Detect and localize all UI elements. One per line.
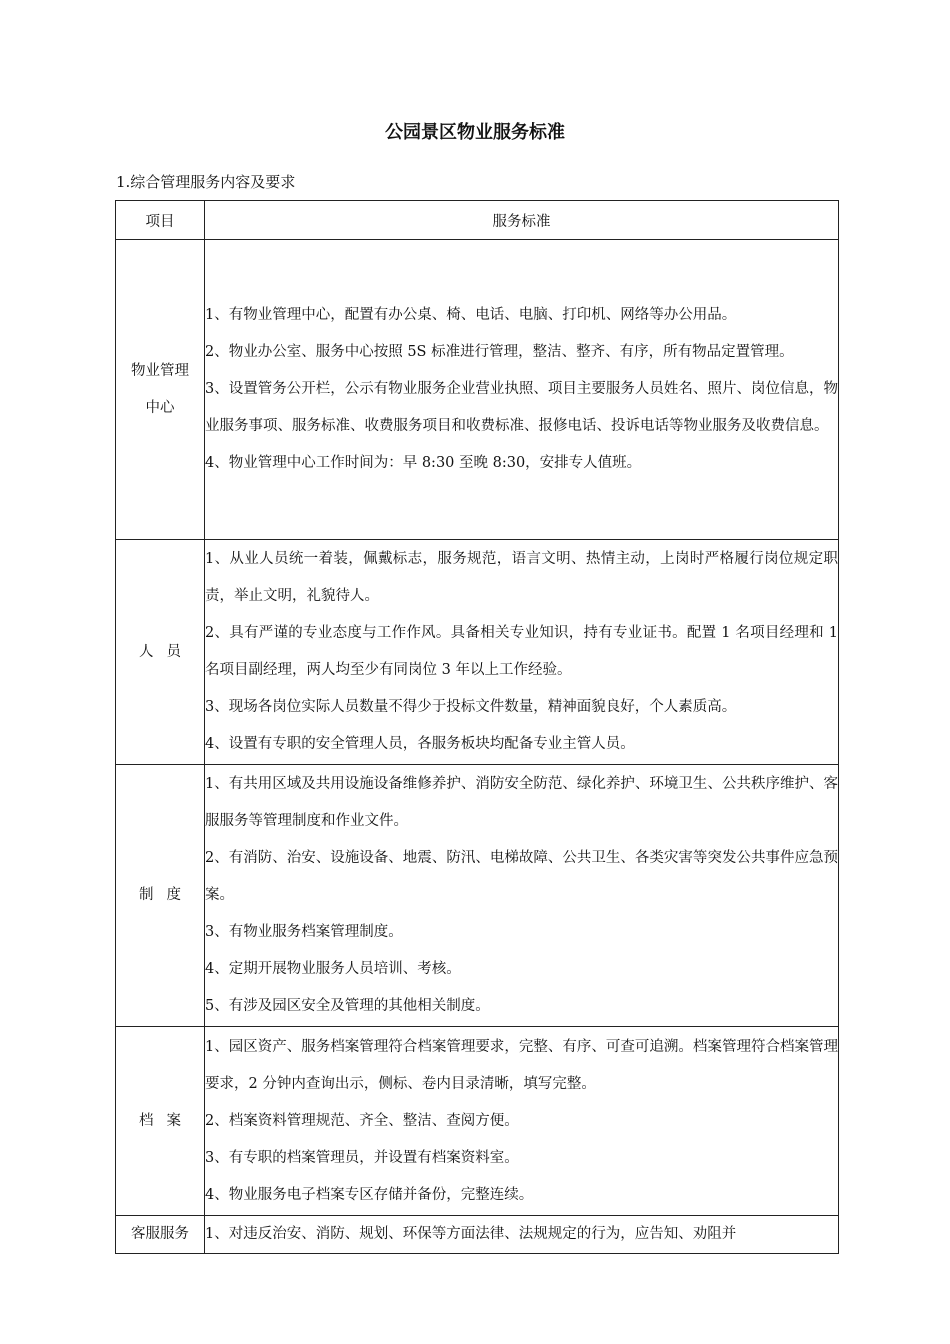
service-standards-table bbox=[115, 200, 839, 1254]
standard-item: 3、有专职的档案管理员，并设置有档案资料室。 bbox=[205, 1149, 519, 1166]
row-item-label bbox=[116, 540, 205, 765]
standard-item: 4、设置有专职的安全管理人员，各服务板块均配备专业主管人员。 bbox=[205, 736, 635, 752]
document-title: 公园景区物业服务标准 bbox=[385, 122, 565, 143]
table-row bbox=[116, 765, 839, 1027]
standard-item: 3、设置管务公开栏，公示有物业服务企业营业执照、项目主要服务人员姓名、照片、岗位信息，物业服务事项、服务标准、收费服务项目和收费标准、报修电话、投诉电话等物业服务及收费信息。 bbox=[205, 381, 838, 434]
standard-item: 1、对违反治安、消防、规划、环保等方面法律、法规规定的行为，应告知、劝阻并 bbox=[205, 1226, 737, 1242]
standard-item: 4、物业服务电子档案专区存储并备份，完整连续。 bbox=[205, 1186, 534, 1203]
standard-item: 1、从业人员统一着装，佩戴标志，服务规范，语言文明、热情主动，上岗时严格履行岗位规定职责，举止文明，礼貌待人。 bbox=[205, 551, 838, 604]
item-text: 制度 bbox=[138, 887, 195, 903]
row-standards bbox=[205, 1027, 839, 1216]
row-item-label bbox=[116, 1027, 205, 1216]
table-header-row bbox=[116, 201, 839, 240]
table-row bbox=[116, 1027, 839, 1216]
row-standards bbox=[205, 240, 839, 540]
table-row bbox=[116, 240, 839, 540]
row-standards bbox=[205, 1216, 839, 1254]
row-item-label bbox=[116, 1216, 205, 1254]
row-standards bbox=[205, 765, 839, 1027]
standard-item: 1、园区资产、服务档案管理符合档案管理要求，完整、有序、可查可追溯。档案管理符合档案管理要求，2 分钟内查询出示，侧标、卷内目录清晰，填写完整。 bbox=[205, 1038, 838, 1092]
table-row bbox=[116, 540, 839, 765]
standard-item: 5、有涉及园区安全及管理的其他相关制度。 bbox=[205, 998, 490, 1014]
standard-item: 2、档案资料管理规范、齐全、整洁、查阅方便。 bbox=[205, 1112, 519, 1129]
standard-item: 3、有物业服务档案管理制度。 bbox=[205, 924, 403, 940]
item-text: 客服服务 bbox=[131, 1226, 189, 1242]
row-item-label bbox=[116, 240, 205, 540]
standard-item: 4、物业管理中心工作时间为：早 8:30 至晚 8:30，安排专人值班。 bbox=[205, 455, 642, 471]
standard-item: 3、现场各岗位实际人员数量不得少于投标文件数量，精神面貌良好，个人素质高。 bbox=[205, 699, 737, 715]
item-text: 档案 bbox=[138, 1112, 195, 1129]
standard-item: 2、物业办公室、服务中心按照 5S 标准进行管理，整洁、整齐、有序，所有物品定置管理。 bbox=[205, 344, 794, 360]
standard-item: 4、定期开展物业服务人员培训、考核。 bbox=[205, 961, 461, 977]
row-standards bbox=[205, 540, 839, 765]
section-heading: 1.综合管理服务内容及要求 bbox=[116, 173, 296, 191]
header-standard: 服务标准 bbox=[205, 201, 839, 240]
item-text: 人员 bbox=[138, 643, 195, 660]
standard-item: 2、有消防、治安、设施设备、地震、防汛、电梯故障、公共卫生、各类灾害等突发公共事件应急预案。 bbox=[205, 850, 838, 903]
header-item: 项目 bbox=[116, 201, 205, 240]
standard-item: 2、具有严谨的专业态度与工作作风。具备相关专业知识，持有专业证书。配置 1 名项目经理和 1 名项目副经理，两人均至少有同岗位 3 年以上工作经验。 bbox=[205, 625, 838, 678]
table-row bbox=[116, 1216, 839, 1254]
item-text: 物业管理中心 bbox=[131, 362, 189, 416]
row-item-label bbox=[116, 765, 205, 1027]
standard-item: 1、有物业管理中心，配置有办公桌、椅、电话、电脑、打印机、网络等办公用品。 bbox=[205, 307, 737, 323]
standard-item: 1、有共用区域及共用设施设备维修养护、消防安全防范、绿化养护、环境卫生、公共秩序维护、客服服务等管理制度和作业文件。 bbox=[205, 776, 838, 829]
